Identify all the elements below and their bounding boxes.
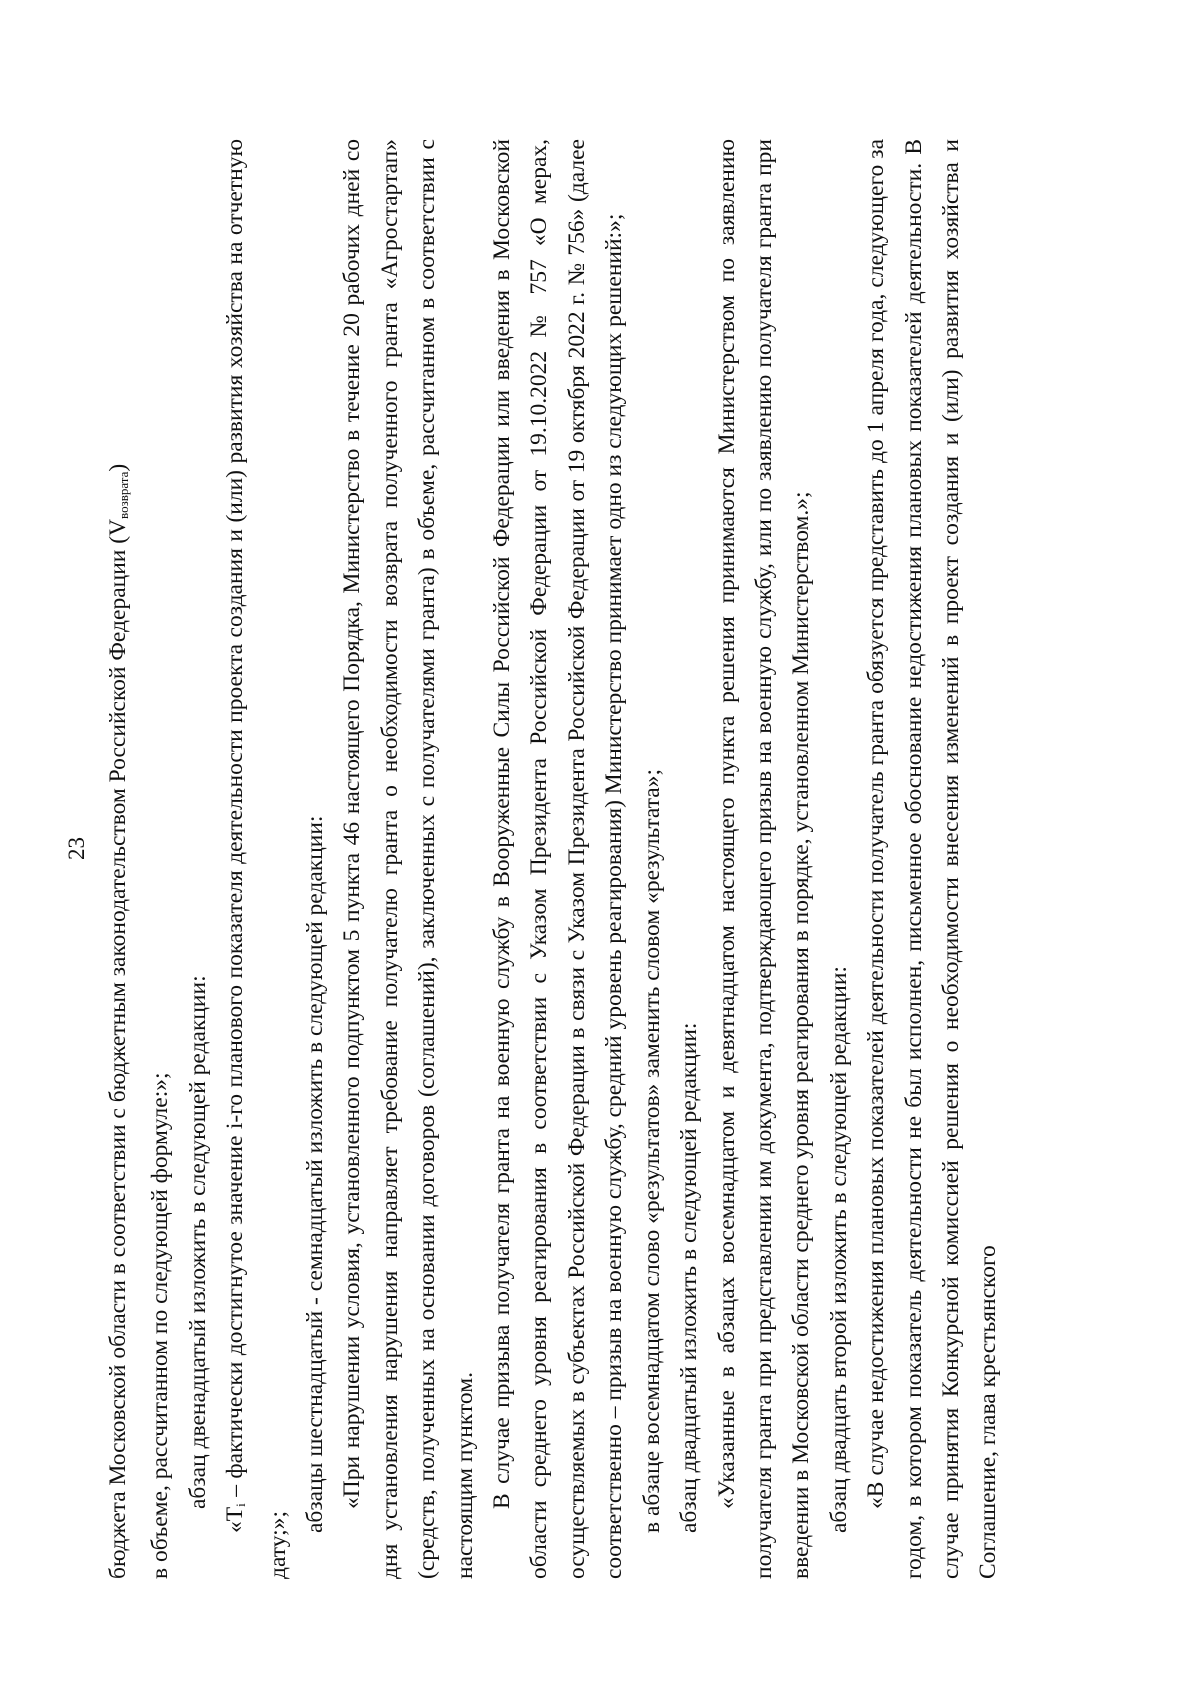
page-number: 23 (64, 837, 89, 860)
paragraph-text: «Указанные в абзацах восемнадцатом и девятнадцатом настоящего пункта решения принимаются Министерством по заявлению получателя гранта при представлении им документа, подтверждающего призыв на военную службу, или по заявлению получателя гранта при введении в Московской области среднего уровня реагирования в порядке, установленном Министерством.»; (713, 139, 815, 1579)
paragraph (217, 139, 297, 1579)
paragraph (142, 139, 179, 1579)
paragraph-text: в объеме, рассчитанном по следующей формуле:»; (147, 1072, 174, 1579)
paragraph (334, 139, 484, 1579)
paragraph-text: бюджета Московской области в соответствии с бюджетным законодательством Российской Федерации (V (105, 518, 131, 1579)
paragraph (634, 139, 671, 1579)
paragraph (821, 139, 858, 1579)
paragraph (100, 139, 142, 1579)
paragraph-text: «T (222, 1506, 249, 1533)
subscript: возврата (116, 471, 131, 519)
paragraph (180, 139, 217, 1579)
paragraph-text: абзац двадцатый изложить в следующей редакции: (676, 1022, 703, 1533)
paragraph (709, 139, 821, 1579)
paragraph-text: «В случае недостижения плановых показателей деятельности получатель гранта обязуется представить до 1 апреля года, следующего за годом, в котором показатель деятельности не был исполнен, письменное обоснование недостижения плановых показателей деятельности. В случае принятия Конкурсной комиссией решения о необходимости внесения изменений в проект создания и (или) развития хозяйства и Соглашение, глава крестьянского (863, 139, 1002, 1579)
paragraph-text-tail: ) (105, 463, 131, 472)
paragraph (858, 139, 1008, 1579)
paragraph (671, 139, 708, 1579)
paragraph-text: в абзаце восемнадцатом слово «результатов» заменить словом «результата»; (638, 768, 665, 1533)
paragraph-text-tail: – фактически достигнутое значение i-го планового показателя деятельности проекта создания и (или) развития хозяйства на отчетную дату;»; (222, 139, 291, 1579)
subscript: i (233, 1503, 249, 1507)
paragraph (297, 139, 334, 1579)
paragraph-text: «При нарушении условия, установленного подпунктом 5 пункта 46 настоящего Порядка, Министерство в течение 20 рабочих дней со дня установления нарушения направляет требование получателю гранта о необходимости возврата полученного гранта «Агростартап» (средств, полученных на основании договоров (соглашений), заключенных с получателями гранта) в объеме, рассчитанном в соответствии с настоящим пунктом. (339, 139, 478, 1579)
paragraph-text: абзац двадцать второй изложить в следующей редакции: (825, 966, 852, 1533)
paragraph-text: абзац двенадцатый изложить в следующей редакции: (184, 975, 211, 1509)
paragraph-text: В случае призыва получателя гранта на военную службу в Вооруженные Силы Российской Федерации или введения в Московской области среднего уровня реагирования в соответствии с Указом Президента Российской Федерации от 19.10.2022 № 757 «О мерах, осуществляемых в субъектах Российской Федерации в связи с Указом Президента Российской Федерации от 19 октября 2022 г. № 756» (далее соответственно – призыв на военную службу, средний уровень реагирования) Министерство принимает одно из следующих решений:»; (489, 139, 628, 1579)
paragraph-text: абзацы шестнадцатый - семнадцатый изложить в следующей редакции: (302, 815, 329, 1533)
document-body (100, 139, 1008, 1579)
paragraph (484, 139, 634, 1579)
